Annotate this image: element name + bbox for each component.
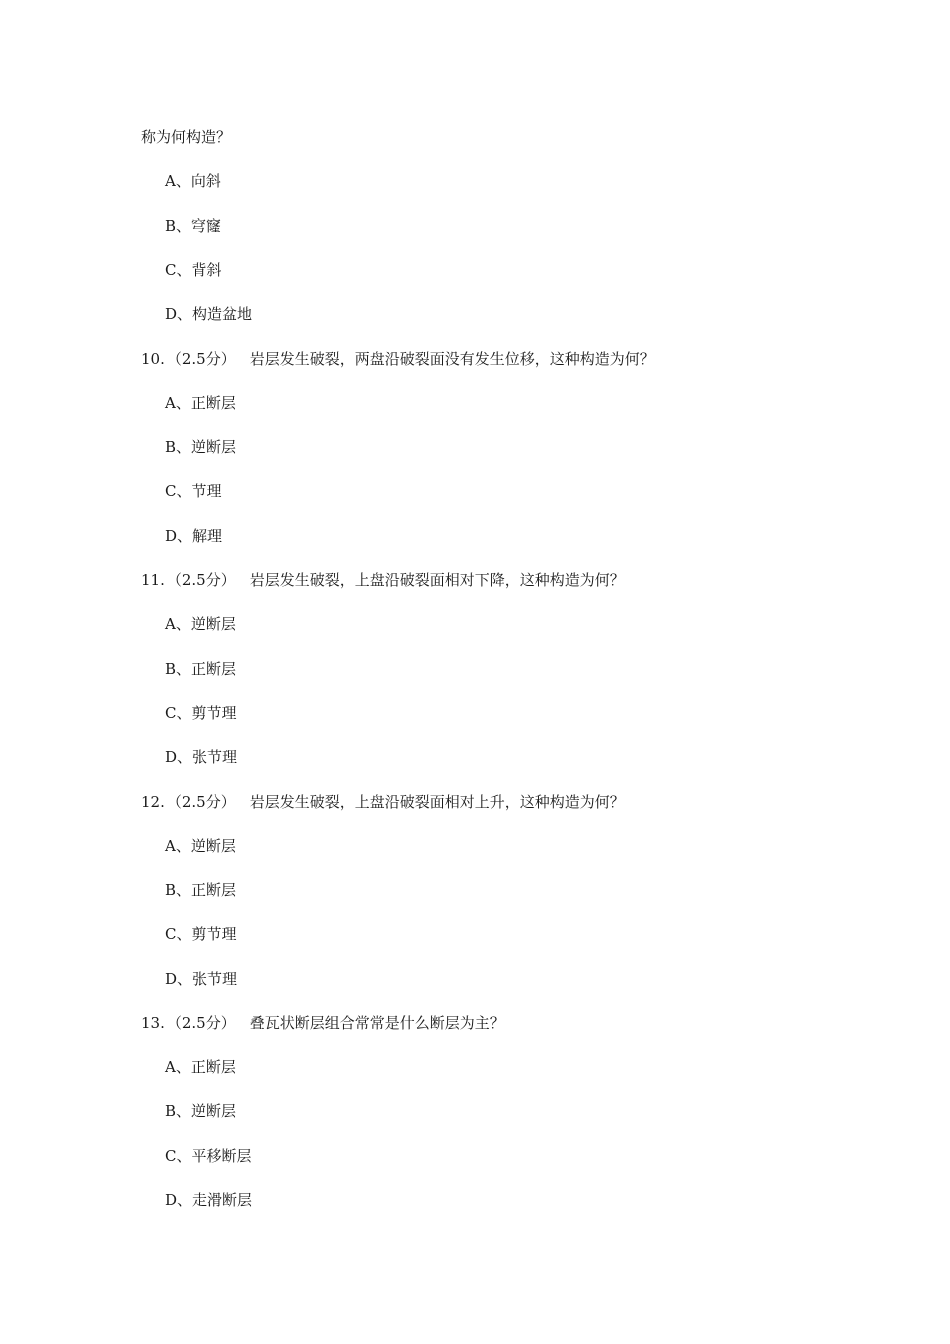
option-d: D、张节理 (165, 970, 238, 988)
question-11 (141, 570, 625, 590)
option-d: D、张节理 (165, 748, 238, 766)
question-10 (141, 349, 655, 369)
question-12 (141, 792, 625, 812)
option-d: D、构造盆地 (165, 305, 253, 323)
option-a: A、正断层 (165, 1058, 236, 1076)
question-score: （2.5分） (166, 1014, 236, 1032)
question-stem: 叠瓦状断层组合常常是什么断层为主？ (249, 1014, 505, 1032)
option-b: B、逆断层 (165, 438, 237, 456)
question-number: 11. (141, 571, 165, 589)
option-b: B、正断层 (165, 881, 237, 899)
question-13 (141, 1013, 505, 1033)
option-b: B、逆断层 (165, 1102, 237, 1120)
question-score: （2.5分） (166, 793, 236, 811)
option-c: C、背斜 (165, 261, 222, 279)
option-d: D、走滑断层 (165, 1191, 253, 1209)
option-a: A、逆断层 (165, 837, 236, 855)
option-c: C、节理 (165, 482, 222, 500)
option-d: D、解理 (165, 527, 223, 545)
question-stem: 岩层发生破裂，上盘沿破裂面相对下降，这种构造为何？ (249, 571, 625, 589)
option-a: A、向斜 (165, 172, 221, 190)
option-a: A、正断层 (165, 394, 236, 412)
question-score: （2.5分） (166, 571, 236, 589)
question-number: 10. (141, 350, 165, 368)
option-c: C、平移断层 (165, 1147, 252, 1165)
option-b: B、正断层 (165, 660, 237, 678)
question-score: （2.5分） (166, 350, 236, 368)
question-stem: 岩层发生破裂，两盘沿破裂面没有发生位移，这种构造为何？ (249, 350, 655, 368)
question-stem-continued: 称为何构造？ (141, 128, 232, 146)
question-number: 12. (141, 793, 165, 811)
question-stem: 岩层发生破裂，上盘沿破裂面相对上升，这种构造为何？ (249, 793, 625, 811)
option-a: A、逆断层 (165, 615, 236, 633)
option-c: C、剪节理 (165, 925, 237, 943)
option-b: B、穹窿 (165, 217, 222, 235)
option-c: C、剪节理 (165, 704, 237, 722)
question-number: 13. (141, 1014, 165, 1032)
